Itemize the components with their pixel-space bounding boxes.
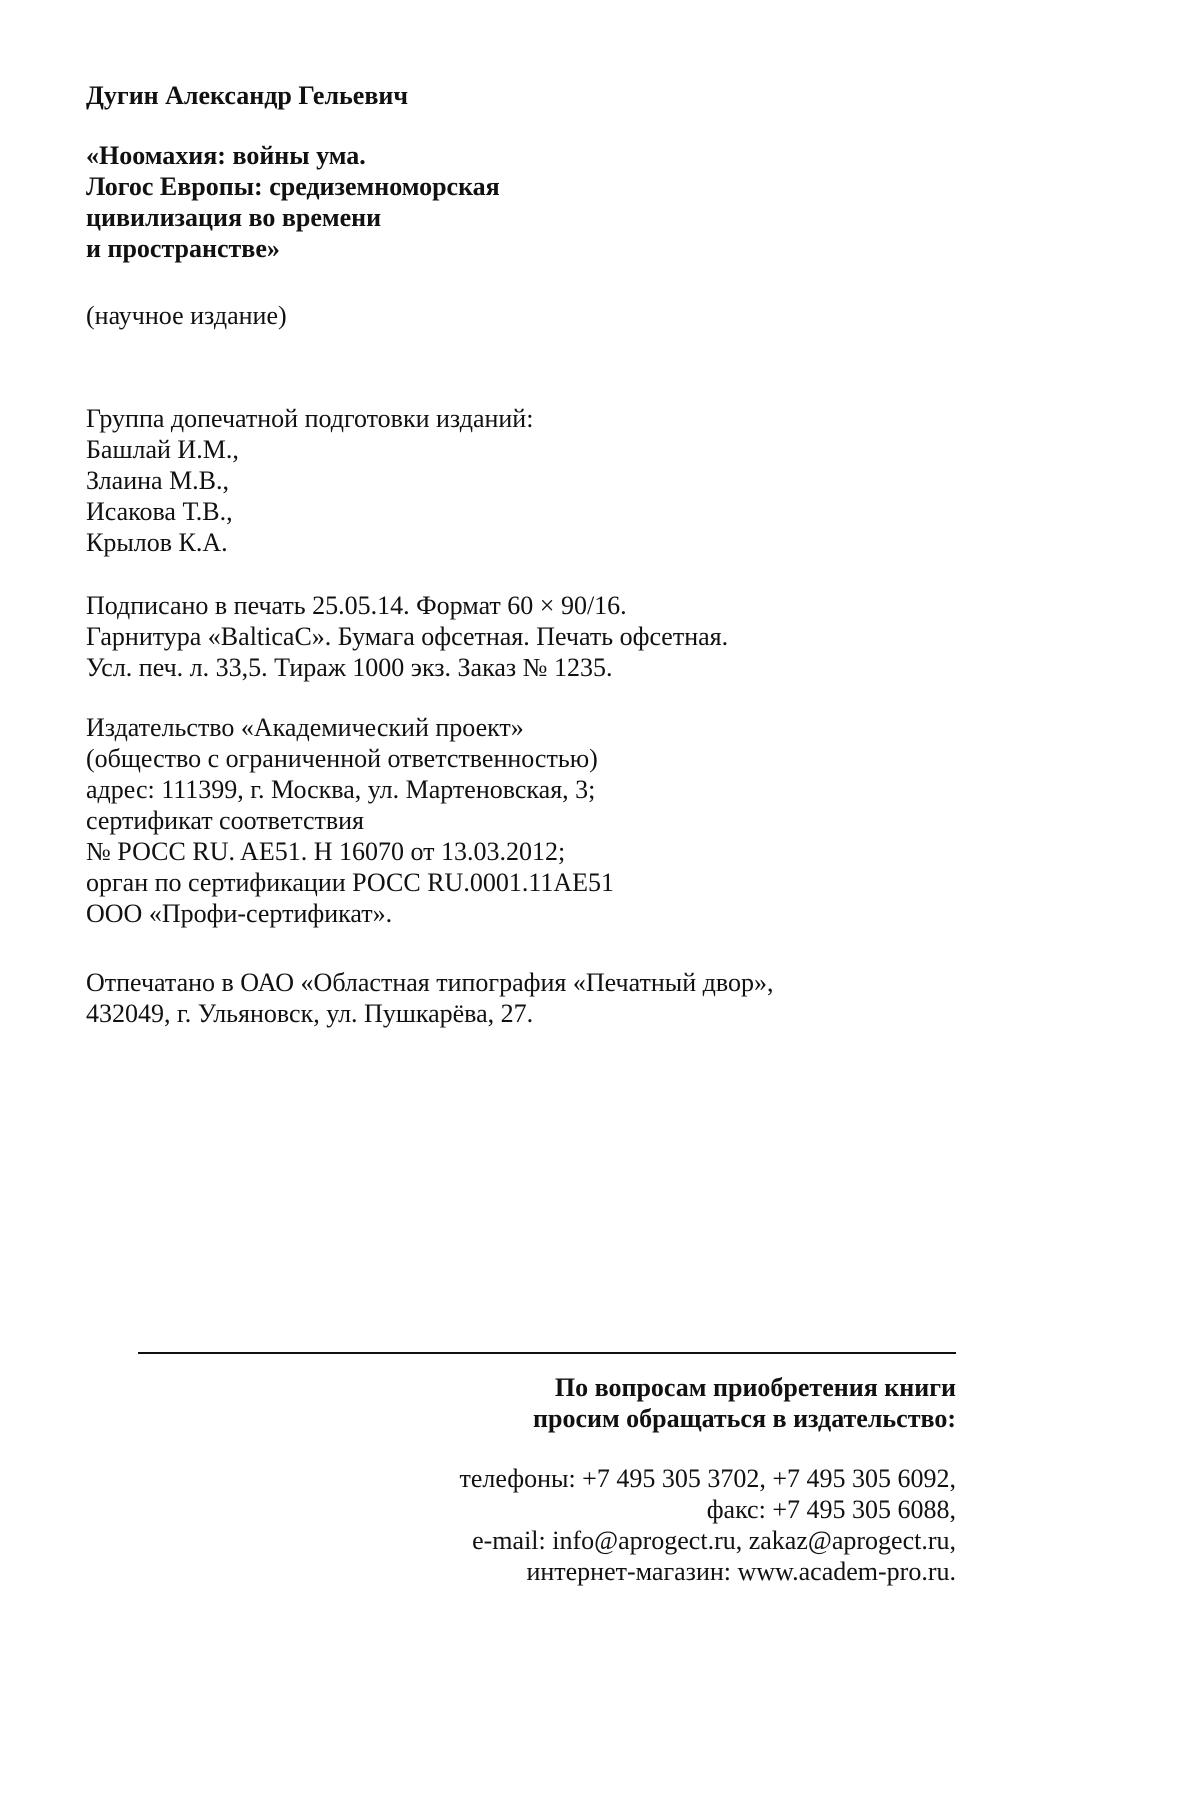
web-shop-line: интернет-магазин: www.academ-pro.ru. bbox=[526, 1557, 956, 1586]
order-heading-line: просим обращаться в издательство: bbox=[533, 1404, 956, 1433]
print-info-line: Гарнитура «BalticaC». Бумага офсетная. Печать офсетная. bbox=[86, 622, 729, 651]
printer-line: 432049, г. Ульяновск, ул. Пушкарёва, 27. bbox=[86, 999, 534, 1028]
publisher-info bbox=[86, 712, 614, 929]
phones-line: телефоны: +7 495 305 3702, +7 495 305 6092, bbox=[459, 1464, 956, 1493]
order-heading-line: По вопросам приобретения книги bbox=[554, 1373, 956, 1402]
prepress-group bbox=[86, 403, 533, 558]
order-heading bbox=[533, 1372, 956, 1434]
author-line: Дугин Александр Гельевич bbox=[86, 81, 409, 110]
printer-info bbox=[86, 967, 773, 1029]
publisher-line: Издательство «Академический проект» bbox=[86, 713, 524, 742]
publisher-line: сертификат соответствия bbox=[86, 806, 365, 835]
prepress-member: Исакова Т.В., bbox=[86, 497, 233, 526]
print-info-line: Усл. печ. л. 33,5. Тираж 1000 экз. Заказ № 1235. bbox=[86, 653, 613, 682]
section-divider bbox=[138, 1352, 956, 1354]
book-title bbox=[86, 140, 500, 264]
edition-type bbox=[86, 300, 287, 331]
prepress-member: Крылов К.А. bbox=[86, 528, 228, 557]
order-contacts bbox=[459, 1463, 956, 1587]
publisher-line: адрес: 111399, г. Москва, ул. Мартеновская, 3; bbox=[86, 775, 596, 804]
print-info-line: Подписано в печать 25.05.14. Формат 60 × 90/16. bbox=[86, 591, 627, 620]
edition-line: (научное издание) bbox=[86, 301, 287, 330]
prepress-member: Башлай И.М., bbox=[86, 435, 239, 464]
publisher-line: ООО «Профи-сертификат». bbox=[86, 899, 393, 928]
title-line: «Ноомахия: войны ума. bbox=[86, 141, 366, 170]
prepress-member: Злаина М.В., bbox=[86, 466, 230, 495]
printer-line: Отпечатано в ОАО «Областная типография «Печатный двор», bbox=[86, 968, 774, 997]
publisher-line: орган по сертификации РОСС RU.0001.11AE51 bbox=[86, 868, 615, 897]
email-line: e-mail: info@aprogect.ru, zakaz@aprogect.ru, bbox=[472, 1526, 956, 1555]
author-name bbox=[86, 80, 408, 111]
fax-line: факс: +7 495 305 6088, bbox=[706, 1495, 956, 1524]
print-info bbox=[86, 590, 728, 683]
publisher-line: № РОСС RU. AE51. H 16070 от 13.03.2012; bbox=[86, 837, 566, 866]
title-line: цивилизация во времени bbox=[86, 203, 382, 232]
title-line: Логос Европы: средиземноморская bbox=[86, 172, 500, 201]
prepress-heading: Группа допечатной подготовки изданий: bbox=[86, 404, 534, 433]
publisher-line: (общество с ограниченной ответственностью) bbox=[86, 744, 598, 773]
title-line: и пространстве» bbox=[86, 234, 280, 263]
